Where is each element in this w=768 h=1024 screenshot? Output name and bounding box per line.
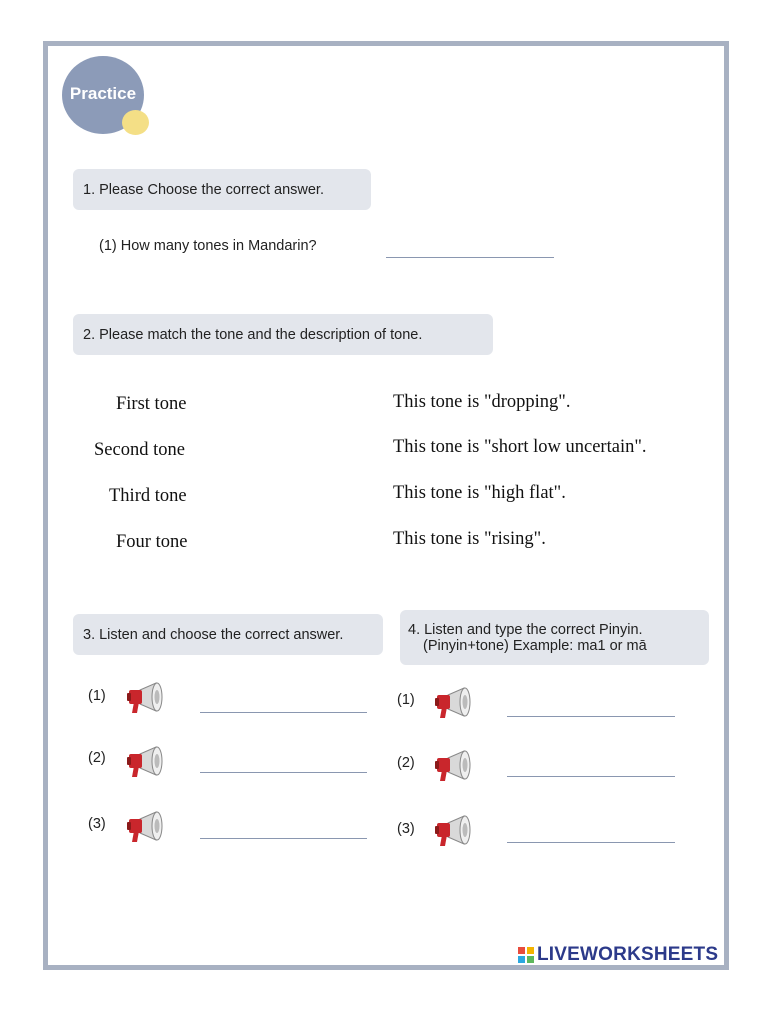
section4-heading — [400, 610, 709, 665]
section1-question: (1) How many tones in Mandarin? — [99, 238, 317, 254]
megaphone-icon[interactable] — [434, 685, 478, 719]
liveworksheets-logo — [518, 944, 718, 966]
brand-name: LIVEWORKSHEETS — [537, 944, 719, 965]
item-number: (3) — [397, 821, 415, 837]
section1-answer-field[interactable] — [386, 257, 554, 258]
liveworksheets-logo-icon — [518, 947, 534, 963]
section2-heading-text: 2. Please match the tone and the description of tone. — [83, 326, 423, 343]
section3-answer-field[interactable] — [200, 838, 367, 839]
section4-pinyin-field[interactable] — [507, 842, 675, 843]
section4-heading-line1: 4. Listen and type the correct Pinyin. — [408, 621, 643, 638]
section4-pinyin-field[interactable] — [507, 776, 675, 777]
megaphone-icon[interactable] — [434, 748, 478, 782]
section3-answer-field[interactable] — [200, 712, 367, 713]
tone-item[interactable]: Second tone — [94, 440, 185, 460]
item-number: (2) — [397, 755, 415, 771]
megaphone-icon[interactable] — [126, 809, 170, 843]
description-item[interactable]: This tone is "rising". — [393, 529, 546, 549]
section3-heading — [73, 614, 383, 655]
section1-heading — [73, 169, 371, 210]
section4-heading-line2: (Pinyin+tone) Example: ma1 or mā — [423, 637, 647, 654]
tone-item[interactable]: Four tone — [116, 532, 188, 552]
section2-heading — [73, 314, 493, 355]
item-number: (3) — [88, 816, 106, 832]
tone-item[interactable]: First tone — [116, 394, 187, 414]
section1-heading-text: 1. Please Choose the correct answer. — [83, 181, 324, 198]
item-number: (2) — [88, 750, 106, 766]
description-item[interactable]: This tone is "short low uncertain". — [393, 437, 647, 457]
megaphone-icon[interactable] — [126, 680, 170, 714]
practice-label: Practice — [69, 84, 137, 103]
megaphone-icon[interactable] — [434, 813, 478, 847]
description-item[interactable]: This tone is "dropping". — [393, 392, 571, 412]
item-number: (1) — [88, 688, 106, 704]
section4-pinyin-field[interactable] — [507, 716, 675, 717]
description-item[interactable]: This tone is "high flat". — [393, 483, 566, 503]
section3-answer-field[interactable] — [200, 772, 367, 773]
tone-item[interactable]: Third tone — [109, 486, 187, 506]
megaphone-icon[interactable] — [126, 744, 170, 778]
section3-heading-text: 3. Listen and choose the correct answer. — [83, 626, 344, 643]
item-number: (1) — [397, 692, 415, 708]
badge-dot — [122, 110, 149, 135]
